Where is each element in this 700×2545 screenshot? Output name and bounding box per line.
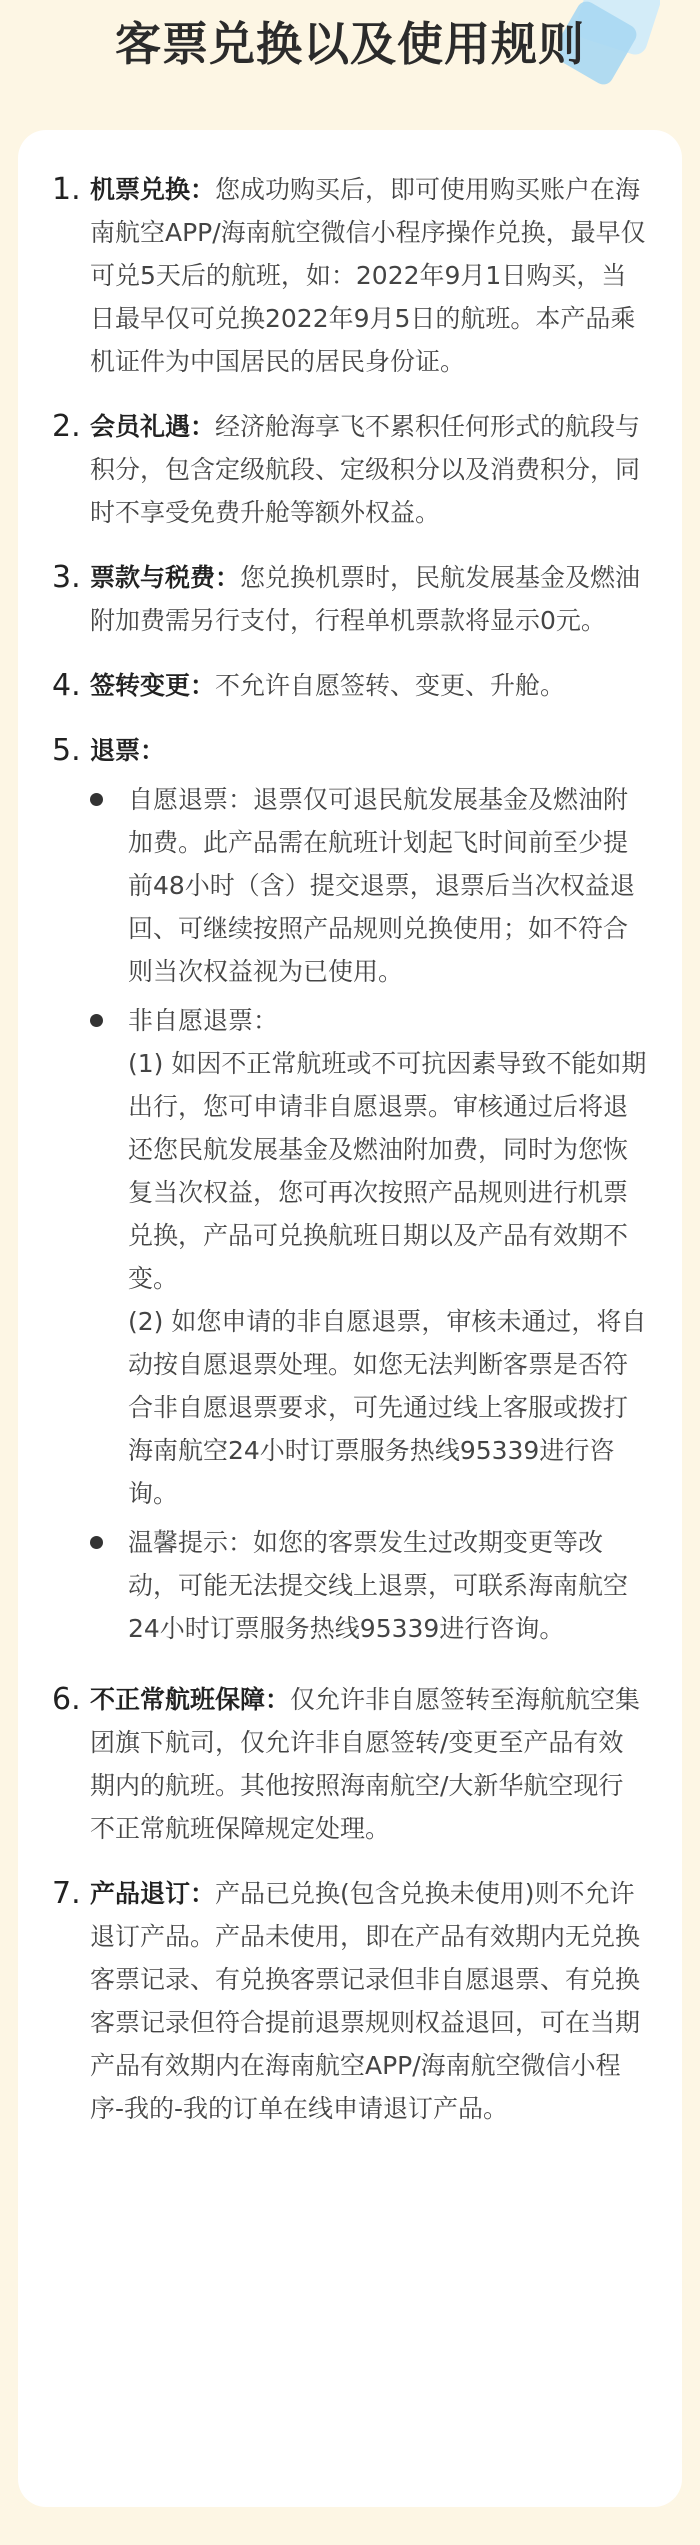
sub-list-item <box>90 999 648 1515</box>
rule-number: 4. <box>52 668 81 703</box>
sub-item-text: (1) 如因不正常航班或不可抗因素导致不能如期出行，您可申请非自愿退票。审核通过后将退还您民航发展基金及燃油附加费，同时为您恢复当次权益，您可再次按照产品规则进行机票兑换，产品可兑换航班日期以及产品有效期不变。 <box>128 1049 647 1293</box>
rules-card <box>18 130 682 2507</box>
rule-number: 1. <box>52 172 81 207</box>
bullet-dot-icon <box>90 1521 128 1564</box>
rule-item <box>52 729 648 1656</box>
bullet-dot-icon <box>90 778 128 821</box>
rule-text: 仅允许非自愿签转至海航航空集团旗下航司，仅允许非自愿签转/变更至产品有效期内的航班。其他按照海南航空/大新华航空现行不正常航班保障规定处理。 <box>90 1685 641 1843</box>
rule-heading: 机票兑换： <box>90 175 216 204</box>
rule-item <box>52 168 648 383</box>
rule-number: 5. <box>52 733 81 768</box>
rule-number: 6. <box>52 1682 81 1717</box>
sub-list-item <box>90 1521 648 1650</box>
rule-heading: 票款与税费： <box>90 563 241 592</box>
rule-item <box>52 1678 648 1850</box>
sub-item-text: 温馨提示：如您的客票发生过改期变更等改动，可能无法提交线上退票，可联系海南航空24小时订票服务热线95339进行咨询。 <box>128 1528 629 1643</box>
rule-item <box>52 664 648 707</box>
page-title: 客票兑换以及使用规则 <box>115 17 585 71</box>
rule-item <box>52 405 648 534</box>
rule-heading: 签转变更： <box>90 671 216 700</box>
rule-heading: 产品退订： <box>90 1879 216 1908</box>
rule-text: 产品已兑换(包含兑换未使用)则不允许退订产品。产品未使用，即在产品有效期内无兑换客票记录、有兑换客票记录但非自愿退票、有兑换客票记录但符合提前退票规则权益退回，可在当期产品有效期内在海南航空APP/海南航空微信小程序-我的-我的订单在线申请退订产品。 <box>90 1879 641 2123</box>
sub-list-item <box>90 778 648 993</box>
rule-heading: 会员礼遇： <box>90 412 216 441</box>
rule-body <box>90 729 648 1656</box>
sub-item-text: 自愿退票：退票仅可退民航发展基金及燃油附加费。此产品需在航班计划起飞时间前至少提前48小时（含）提交退票，退票后当次权益退回、可继续按照产品规则兑换使用；如不符合则当次权益视为已使用。 <box>128 785 635 986</box>
rule-body <box>90 664 648 707</box>
sub-item-body <box>128 778 648 993</box>
rule-body <box>90 168 648 383</box>
sub-item-body <box>128 999 648 1515</box>
sub-item-text: (2) 如您申请的非自愿退票，审核未通过，将自动按自愿退票处理。如您无法判断客票是否符合非自愿退票要求，可先通过线上客服或拨打海南航空24小时订票服务热线95339进行咨询。 <box>128 1307 647 1508</box>
rule-text: 您兑换机票时，民航发展基金及燃油附加费需另行支付，行程单机票款将显示0元。 <box>90 563 641 635</box>
rule-text: 经济舱海享飞不累积任何形式的航段与积分，包含定级航段、定级积分以及消费积分，同时不享受免费升舱等额外权益。 <box>90 412 641 527</box>
rule-item <box>52 556 648 642</box>
rule-number: 7. <box>52 1876 81 1911</box>
rule-number: 2. <box>52 409 81 444</box>
bullet-dot-icon <box>90 999 128 1042</box>
page-header <box>0 0 700 130</box>
rule-text: 不允许自愿签转、变更、升舱。 <box>215 671 566 700</box>
rule-heading: 不正常航班保障： <box>90 1685 291 1714</box>
rule-body <box>90 405 648 534</box>
sub-item-body <box>128 1521 648 1650</box>
sub-item-text: 非自愿退票： <box>128 1006 279 1035</box>
rule-body <box>90 556 648 642</box>
rule-number: 3. <box>52 560 81 595</box>
rule-text: 您成功购买后，即可使用购买账户在海南航空APP/海南航空微信小程序操作兑换，最早仅可兑5天后的航班，如：2022年9月1日购买，当日最早仅可兑换2022年9月5日的航班。本产品乘机证件为中国居民的居民身份证。 <box>90 175 646 376</box>
rule-body <box>90 1872 648 2130</box>
refund-sub-list <box>90 778 648 1650</box>
rule-heading: 退票： <box>90 736 166 765</box>
rule-body <box>90 1678 648 1850</box>
rule-item <box>52 1872 648 2130</box>
